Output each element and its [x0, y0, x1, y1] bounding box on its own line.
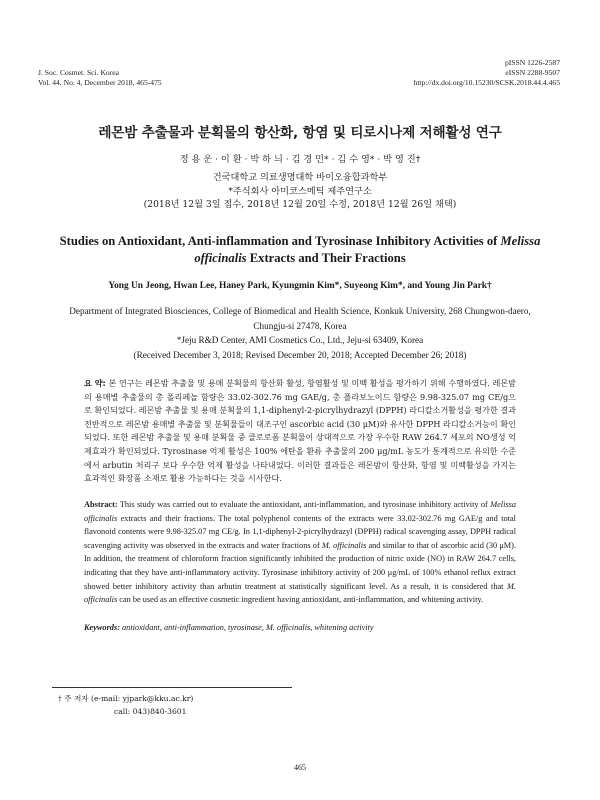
journal-volume: Vol. 44, No. 4, December 2018, 465-475	[38, 78, 162, 87]
korean-authors: 정 용 운 · 이 환 · 박 하 늬 · 김 경 민* · 김 수 영* · 박 영 진†	[179, 154, 421, 165]
keywords	[84, 623, 516, 632]
corresponding-author-phone: call: 043)840-3601	[114, 707, 187, 716]
korean-title: 레몬밤 추출물과 분획물의 항산화, 항염 및 티로시나제 저해활성 연구	[98, 125, 502, 141]
abstract-text: This study was carried out to evaluate the antioxidant, anti-inflammation, and tyrosinase inhibitory activity of	[117, 500, 491, 509]
korean-dates: (2018년 12월 3일 접수, 2018년 12월 20일 수정, 2018년 12월 26일 채택)	[143, 199, 457, 210]
species-name: M. officinalis	[321, 540, 367, 550]
english-dates: (Received December 3, 2018; Revised December 20, 2018; Accepted December 26; 2018)	[133, 349, 467, 360]
keywords-text: antioxidant, anti-inflammation, tyrosinase, M. officinalis, whitening activity	[119, 623, 374, 632]
english-abstract-label: Abstract:	[84, 500, 118, 509]
korean-abstract-label: 요 약:	[84, 378, 106, 388]
species-name: Melissa officinalis	[84, 500, 516, 523]
footnote	[58, 692, 193, 718]
doi-link[interactable]: http://dx.doi.org/10.15230/SCSK.2018.44.4.465	[413, 78, 560, 87]
journal-citation	[38, 68, 162, 88]
korean-affiliations	[0, 171, 600, 212]
english-affiliations	[30, 304, 570, 362]
english-title	[40, 233, 560, 266]
abstract-text: and similar to that of ascorbic acid (30 μM). In addition, the treatment of chloroform fraction significantly inhibited the production of nitric oxide (NO) in RAW 264.7 cells, indicating that they have anti-inflammatory activity. Tyrosinase inhibitory activity of 200 μg/mL of 100% ethanol reflux extract showed better inhibitory activity than arbutin treatment at statistically significant level. As a result, it is considered that	[84, 540, 517, 591]
pissn: pISSN 1226-2587	[504, 58, 560, 67]
english-title-part-b: Extracts and Their Fractions	[246, 250, 406, 265]
journal-identifiers	[414, 58, 560, 88]
english-affiliation-2: *Jeju R&D Center, AMI Cosmetics Co., Ltd., Jeju-si 63409, Korea	[176, 335, 424, 345]
english-abstract	[84, 498, 516, 607]
korean-affiliation-1: 건국대학교 의료생명대학 바이오융합과학부	[212, 172, 388, 183]
english-authors: Yong Un Jeong, Hwan Lee, Haney Park, Kyungmin Kim*, Suyeong Kim*, and Young Jin Park†	[108, 281, 492, 291]
journal-name: J. Soc. Cosmet. Sci. Korea	[38, 68, 119, 77]
corresponding-author-email: † 주 저자 (e-mail: yjpark@kku.ac.kr)	[58, 694, 194, 703]
keywords-label: Keywords:	[84, 623, 120, 632]
english-title-species: officinalis	[194, 250, 247, 265]
species-name: M. officinalis	[84, 581, 516, 605]
english-title-part-a: Studies on Antioxidant, Anti-inflammation and Tyrosinase Inhibitory Activities of	[59, 234, 501, 248]
korean-abstract-text: 본 연구는 레몬밤 추출물 및 용매 분획물의 항산화 활성, 항염활성 및 미백 활성을 평가하기 위해 수행하였다. 레몬밤의 용매별 추출물의 총 폴리페놀 함량은 33.02-302.76 mg GAE/g, 총 플라보노이드 함량은 9.98-325.07 mg CE/g으로 확인되었다. 레몬밤 추출물 및 용매 분획물의 1,1-diphenyl-2-picrylhydrazyl (DPPH) 라디칼소거활성을 평가한 결과 전반적으로 레몬밤 용매별 추출물 및 분획물들이 대조구인 ascorbic acid (30 μM)와 유사한 DPPH 라디칼소거능이 확인되었다. 또한 레몬밤 추출물 및 용매 분획물 중 클로로폼 분획물이 상대적으로 가장 우수한 RAW 264.7 세포의 NO생성 억제효과가 확인되었다. Tyrosinase 억제 활성은 100% 에탄올 환류 추출물의 200 μg/mL 농도가 통계적으로 유의한 수준에서 arbutin 처리구 보다 우수한 억제 활성을 나타내었다. 이러한 결과들은 레몬밤이 항산화, 항염 및 미백활성을 가지는 효과적인 화장품 소재로 활용 가능하다는 것을 시사한다.	[84, 378, 516, 484]
abstract-text: can be used as an effective cosmetic ingredient having antioxidant, anti-inflammation, and whitening activity.	[117, 595, 484, 605]
english-affiliation-1-cont: Chungju-si 27478, Korea	[253, 320, 347, 331]
footnote-divider	[52, 687, 292, 688]
abstract-text: extracts and their fractions. The total polyphenol contents of the extracts were 33.02-302.76 mg GAE/g and total flavonoid contents were 9.98-325.07 mg CE/g. In 1,1-diphenyl-2-picrylhydrazyl (DPPH) radical scavenging assay, DPPH radical scavenging activity was observed in the extracts and water fractions of	[84, 513, 516, 550]
korean-affiliation-2: *주식회사 아미코스메틱 제주연구소	[228, 185, 372, 197]
english-title-genus: Melissa	[500, 234, 541, 248]
english-affiliation-1: Department of Integrated Biosciences, College of Biomedical and Health Science, Konkuk University, 268 Chungwon-daero,	[69, 306, 531, 316]
page-number: 465	[294, 763, 306, 772]
korean-abstract	[84, 377, 516, 486]
eissn: eISSN 2288-9507	[505, 68, 560, 77]
